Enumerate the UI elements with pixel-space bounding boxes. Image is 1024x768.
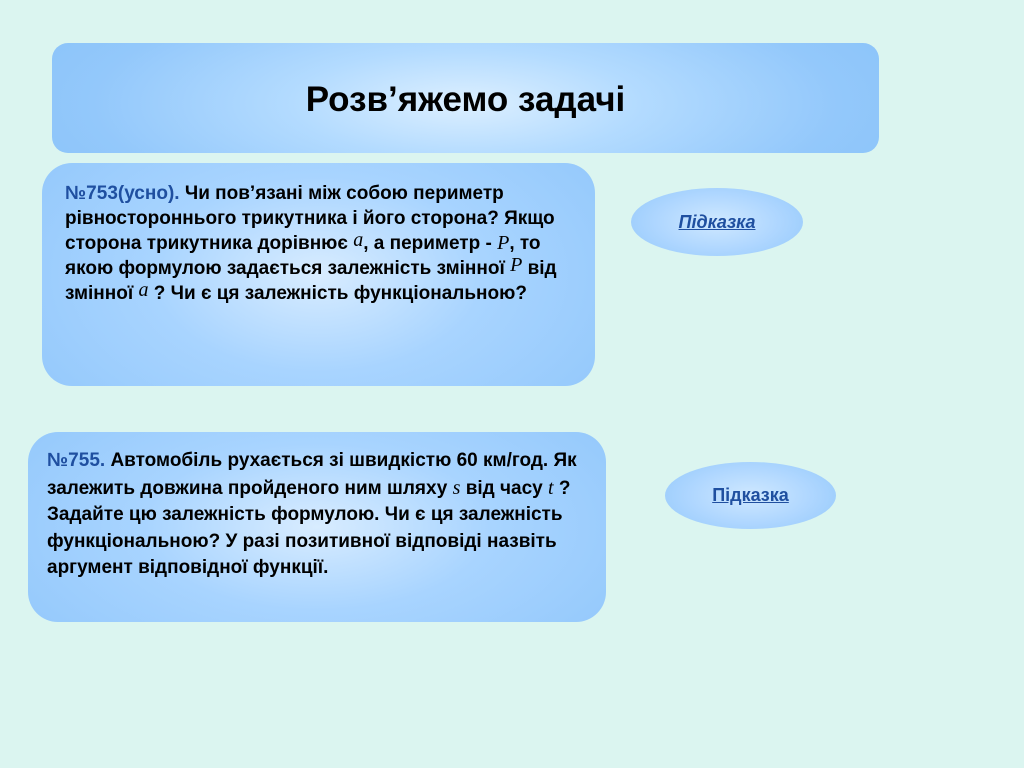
variable-p: P [497, 232, 510, 254]
variable-a: a [353, 229, 364, 251]
task-753-text-1: Чи пов’язані між собою периметр рівностороннього трикутника і його сторона? Якщо сторона трикутника дорівнює [65, 183, 555, 254]
hint-link-755[interactable]: Підказка [712, 485, 789, 505]
hint-button-753[interactable] [631, 188, 803, 256]
variable-p: P [510, 254, 523, 276]
slide-title: Розв’яжемо задачі [305, 80, 626, 119]
task-753-number: №753(усно). [65, 183, 180, 204]
task-753-text-4: від змінної [65, 258, 557, 304]
variable-t: t [548, 476, 554, 499]
task-755-number: №755. [47, 450, 106, 471]
variable-s: s [452, 476, 461, 499]
variable-a: a [138, 279, 149, 301]
hint-link-753[interactable]: Підказка [678, 211, 756, 232]
task-753-box [42, 163, 595, 386]
task-755-text-3: ? Задайте цю залежність формулою. Чи є ця залежність функціональною? У разі позитивної відповіді назвіть аргумент відповідної функції. [47, 477, 571, 578]
hint-button-755[interactable] [665, 462, 836, 529]
task-753-text-3: , то якою формулою задається залежність змінної [65, 233, 541, 279]
task-753-text-2: , а периметр - [363, 233, 498, 254]
task-755-text-2: від часу [460, 477, 549, 499]
task-753-text-5: ? Чи є ця залежність функціональною? [148, 283, 527, 304]
task-755-box [28, 432, 606, 622]
title-banner [52, 43, 879, 153]
task-755-text-1: Автомобіль рухається зі швидкістю 60 км/год. Як залежить довжина пройденого ним шляху [47, 450, 577, 499]
